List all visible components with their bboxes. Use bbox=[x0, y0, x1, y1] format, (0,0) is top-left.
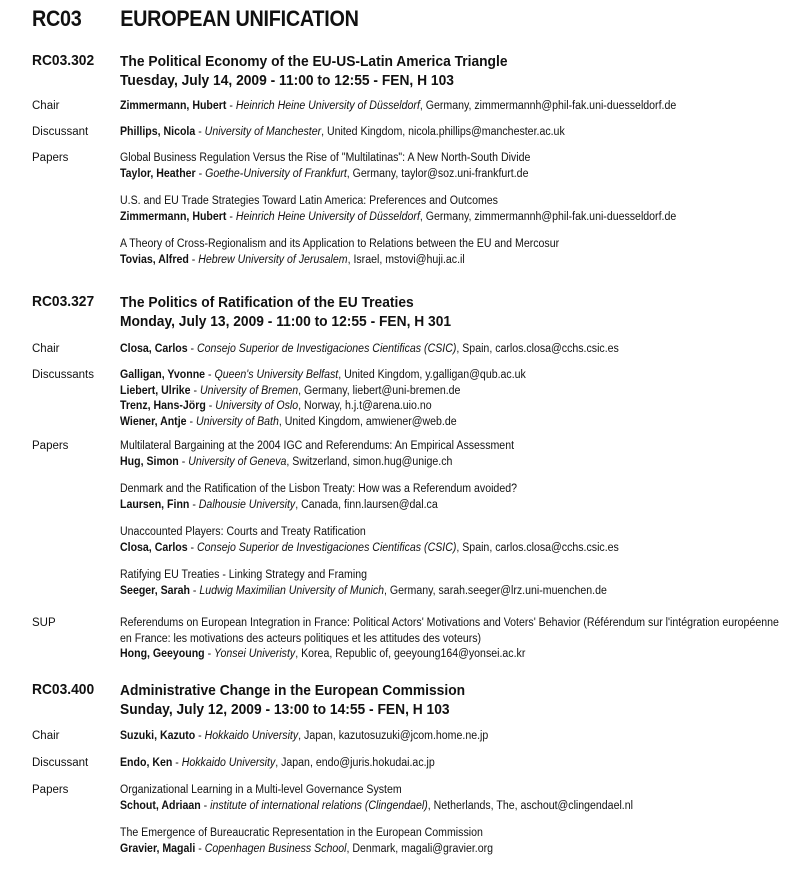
committee-code: RC03 bbox=[32, 6, 82, 31]
paper-title: Denmark and the Ratification of the Lisbon Treaty: How was a Referendum avoided? bbox=[120, 483, 517, 495]
paper-item: Organizational Learning in a Multi-level Governance System Schout, Adriaan - institute of international relations (Clingendael), Netherlands, The, aschout@clingendael.nl bbox=[120, 783, 792, 814]
session-time: Monday, July 13, 2009 - 11:00 to 12:55 - FEN, H 301 bbox=[120, 313, 452, 330]
committee-header bbox=[32, 6, 359, 32]
paper-title: A Theory of Cross-Regionalism and its Application to Relations between the EU and Mercosur bbox=[120, 238, 560, 250]
person-name: Galligan, Yvonne bbox=[120, 369, 206, 381]
paper-item: Multilateral Bargaining at the 2004 IGC and Referendums: An Empirical Assessment Hug, Simon - University of Geneva, Switzerland, simon.hug@unige.ch bbox=[120, 439, 792, 470]
affiliation-detail: , Germany, zimmermannh@phil-fak.uni-duesseldorf.de bbox=[419, 210, 677, 223]
institution: Heinrich Heine University of Düsseldorf bbox=[235, 210, 420, 223]
paper-title: Global Business Regulation Versus the Rise of "Multilatinas": A New North-South Divide bbox=[120, 152, 531, 164]
institution: Ludwig Maximilian University of Munich bbox=[199, 584, 385, 597]
institution: Consejo Superior de Investigaciones Cientificas (CSIC) bbox=[197, 343, 457, 355]
affiliation-detail: , Israel, mstovi@huji.ac.il bbox=[347, 253, 465, 266]
affiliation-detail: , Switzerland, simon.hug@unige.ch bbox=[286, 455, 453, 468]
person-name: Phillips, Nicola bbox=[120, 126, 196, 138]
person-name: Gravier, Magali bbox=[120, 842, 196, 855]
discussant-label: Discussants bbox=[32, 369, 94, 381]
institution: University of Manchester bbox=[204, 126, 322, 138]
institution: institute of international relations (Clingendael) bbox=[210, 799, 428, 812]
discussant-label: Discussant bbox=[32, 126, 89, 138]
papers-label: Papers bbox=[32, 784, 69, 796]
session-time: Tuesday, July 14, 2009 - 11:00 to 12:55 - FEN, H 103 bbox=[120, 72, 454, 89]
chair-entry: Suzuki, Kazuto - Hokkaido University, Japan, kazutosuzuki@jcom.home.ne.jp bbox=[120, 730, 489, 742]
affiliation-detail: , Germany, sarah.seeger@lrz.uni-muenchen.de bbox=[384, 584, 607, 597]
sup-label: SUP bbox=[32, 617, 56, 629]
person-name: Zimmermann, Hubert bbox=[120, 100, 227, 112]
institution: Hokkaido University bbox=[181, 757, 276, 769]
person-name: Tovias, Alfred bbox=[120, 253, 189, 266]
paper-item: U.S. and EU Trade Strategies Toward Latin America: Preferences and Outcomes Zimmermann, Hubert - Heinrich Heine University of Düsseldorf, Germany, zimmermannh@phil-fak.uni-duesseldorf.de bbox=[120, 194, 792, 225]
document-page: RC03 EUROPEAN UNIFICATION RC03.302 The Political Economy of the EU-US-Latin America Triangle Tuesday, July 14, 2009 - 11:00 to 12:55 - FEN, H 103 Chair Zimmermann, Hubert - Heinrich Heine University of Düsseldorf, Germany, zimmermannh@phil-fak.uni-duesseldorf.de Discussant Phillips, Nicola - University of Manchester, United Kingdom, nicola.phillips@manchester.ac.uk Papers Global Business Regulation Versus the Rise of "Multilatinas": A New North-South Divide Taylor, Heather - Goethe-University of Frankfurt, Germany, taylor@soz.uni-frankfurt.de U.S. and EU Trade Strategies Toward Latin America: Preferences and Outcomes Zimmermann, Hubert - Heinrich Heine University of Düsseldorf, Germany, zimmermannh@phil-fak.uni-duesseldorf.de A Theory of Cross-Regionalism and its Application to Relations between the EU and Mercosur Tovias, Alfred - Hebrew University of Jerusalem, Israel, mstovi@huji.ac.il RC03.327 The Politics of Ratification of the EU Treaties Monday, July 13, 2009 - 11:00 to 12:55 - FEN, H 301 Chair Closa, Carlos - Consejo Superior de Investigaciones Cientificas (CSIC), Spain, carlos.closa@cchs.csic.es Discussants Galligan, Yvonne - Queen's University Belfast, United Kingdom, y.galligan@qub.ac.uk Liebert, Ulrike - University of Bremen, Germany, liebert@uni-bremen.de Trenz, Hans-Jörg - University of Oslo, Norway, h.j.t@arena.uio.no Wiener, Antje - University of Bath, United Kingdom, amwiener@web.de Papers Multilateral Bargaining at the 2004 IGC and Referendums: An Empirical Assessment Hug, Simon - University of Geneva, Switzerland, simon.hug@unige.ch Denmark and the Ratification of the Lisbon Treaty: How was a Referendum avoided? Laursen, Finn - Dalhousie University, Canada, finn.laursen@dal.ca Unaccounted Players: Courts and Treaty Ratification Closa, Carlos - Consejo Superior de Investigaciones Cientificas (CSIC), Spain, carlos.closa@cchs.csic.es Ratifying EU Treaties - Linking Strategy and Framing Seeger, Sarah - Ludwig Maximilian University of Munich, Germany, sarah.seeger@lrz.uni-muenchen.de SUP Referendums on European Integration in France: Political Actors' Motivations and Voters' Behavior (Référendum sur l'intégration européenne en France: les motivations des acteurs politiques et les attitudes des voteurs) Hong, Geeyoung - Yonsei Univeristy, Korea, Republic of, geeyoung164@yonsei.ac.kr RC03.400 Administrative Change in the European Commission Sunday, July 12, 2009 - 13:00 to 14:55 - FEN, H 103 Chair Suzuki, Kazuto - Hokkaido University, Japan, kazutosuzuki@jcom.home.ne.jp Discussant Endo, Ken - Hokkaido University, Japan, endo@juris.hokudai.ac.jp Papers Organizational Learning in a Multi-level Governance System Schout, Adriaan - institute of international relations (Clingendael), Netherlands, The, aschout@clingendael.nl The Emergence of Bureaucratic Representation in the European Commission Gravier, Magali - Copenhagen Business School, Denmark, magali@gravier.org bbox=[0, 0, 798, 891]
person-name: Trenz, Hans-Jörg bbox=[120, 400, 206, 412]
papers-label: Papers bbox=[32, 152, 69, 164]
session-code: RC03.400 bbox=[32, 681, 95, 698]
person-name: Zimmermann, Hubert bbox=[120, 210, 227, 223]
institution: Goethe-University of Frankfurt bbox=[205, 167, 347, 180]
discussant-label: Discussant bbox=[32, 757, 89, 769]
person-name: Wiener, Antje bbox=[120, 415, 187, 428]
institution: University of Oslo bbox=[215, 400, 299, 412]
chair-label: Chair bbox=[32, 343, 60, 355]
person-name: Liebert, Ulrike bbox=[120, 384, 191, 397]
affiliation-detail: , Norway, h.j.t@arena.uio.no bbox=[298, 400, 432, 412]
paper-item: Unaccounted Players: Courts and Treaty Ratification Closa, Carlos - Consejo Superior de Investigaciones Cientificas (CSIC), Spain, carlos.closa@cchs.csic.es bbox=[120, 525, 792, 556]
person-name: Suzuki, Kazuto bbox=[120, 730, 196, 742]
session-code: RC03.302 bbox=[32, 52, 95, 69]
institution: Queen's University Belfast bbox=[214, 369, 339, 381]
affiliation-detail: , United Kingdom, amwiener@web.de bbox=[278, 415, 457, 428]
discussant-entry: Galligan, Yvonne - Queen's University Belfast, United Kingdom, y.galligan@qub.ac.uk bbox=[120, 369, 526, 381]
person-name: Taylor, Heather bbox=[120, 167, 196, 180]
session-title: The Politics of Ratification of the EU Treaties bbox=[120, 294, 414, 311]
affiliation-detail: , Japan, kazutosuzuki@jcom.home.ne.jp bbox=[298, 730, 489, 742]
institution: Hebrew University of Jerusalem bbox=[198, 253, 348, 266]
affiliation-detail: , Germany, liebert@uni-bremen.de bbox=[298, 384, 461, 397]
affiliation-detail: , Netherlands, The, aschout@clingendael.nl bbox=[427, 799, 633, 812]
paper-title: Unaccounted Players: Courts and Treaty Ratification bbox=[120, 526, 366, 538]
affiliation-detail: , United Kingdom, nicola.phillips@manchester.ac.uk bbox=[321, 126, 565, 138]
affiliation-detail: , Canada, finn.laursen@dal.ca bbox=[295, 498, 438, 511]
discussant-entry: Trenz, Hans-Jörg - University of Oslo, Norway, h.j.t@arena.uio.no bbox=[120, 400, 432, 412]
paper-title: The Emergence of Bureaucratic Representation in the European Commission bbox=[120, 827, 483, 839]
person-name: Laursen, Finn bbox=[120, 498, 190, 511]
affiliation-detail: , Japan, endo@juris.hokudai.ac.jp bbox=[275, 757, 435, 769]
institution: Consejo Superior de Investigaciones Cientificas (CSIC) bbox=[197, 541, 457, 554]
person-name: Closa, Carlos bbox=[120, 343, 188, 355]
paper-item: Ratifying EU Treaties - Linking Strategy and Framing Seeger, Sarah - Ludwig Maximilian University of Munich, Germany, sarah.seeger@lrz.uni-muenchen.de bbox=[120, 568, 792, 599]
affiliation-detail: , Germany, taylor@soz.uni-frankfurt.de bbox=[346, 167, 529, 180]
affiliation-detail: , Spain, carlos.closa@cchs.csic.es bbox=[456, 343, 619, 355]
discussant-entry: Wiener, Antje - University of Bath, United Kingdom, amwiener@web.de bbox=[120, 415, 457, 428]
session-heading bbox=[120, 52, 507, 90]
session-code: RC03.327 bbox=[32, 293, 95, 310]
institution: Dalhousie University bbox=[198, 498, 296, 511]
session-time: Sunday, July 12, 2009 - 13:00 to 14:55 - FEN, H 103 bbox=[120, 701, 450, 718]
institution: Copenhagen Business School bbox=[204, 842, 347, 855]
paper-title: Referendums on European Integration in France: Political Actors' Motivations and Voters' Behavior (Référendum sur l'intégration européenne en France: les motivations des acteurs politiques et les attitudes des voteurs) bbox=[120, 617, 779, 645]
paper-item: Global Business Regulation Versus the Rise of "Multilatinas": A New North-South Divide Taylor, Heather - Goethe-University of Frankfurt, Germany, taylor@soz.uni-frankfurt.de bbox=[120, 151, 792, 182]
papers-label: Papers bbox=[32, 440, 69, 452]
paper-item: The Emergence of Bureaucratic Representation in the European Commission Gravier, Magali - Copenhagen Business School, Denmark, magali@gravier.org bbox=[120, 826, 792, 857]
discussant-entry: Phillips, Nicola - University of Manchester, United Kingdom, nicola.phillips@manchester.ac.uk bbox=[120, 126, 565, 138]
person-name: Closa, Carlos bbox=[120, 541, 188, 554]
affiliation-detail: , Korea, Republic of, geeyoung164@yonsei.ac.kr bbox=[295, 648, 526, 660]
chair-entry: Zimmermann, Hubert - Heinrich Heine University of Düsseldorf, Germany, zimmermannh@phil-fak.uni-duesseldorf.de bbox=[120, 100, 677, 112]
institution: Heinrich Heine University of Düsseldorf bbox=[235, 100, 420, 112]
session-title: The Political Economy of the EU-US-Latin America Triangle bbox=[120, 53, 508, 70]
session-title: Administrative Change in the European Commission bbox=[120, 682, 466, 699]
session-heading bbox=[120, 681, 465, 719]
institution: University of Bremen bbox=[199, 384, 299, 397]
affiliation-detail: , Spain, carlos.closa@cchs.csic.es bbox=[456, 541, 619, 554]
institution: University of Bath bbox=[195, 415, 279, 428]
affiliation-detail: , United Kingdom, y.galligan@qub.ac.uk bbox=[338, 369, 526, 381]
discussant-entry: Liebert, Ulrike - University of Bremen, Germany, liebert@uni-bremen.de bbox=[120, 384, 461, 397]
chair-label: Chair bbox=[32, 730, 60, 742]
paper-item: A Theory of Cross-Regionalism and its Application to Relations between the EU and Mercosur Tovias, Alfred - Hebrew University of Jerusalem, Israel, mstovi@huji.ac.il bbox=[120, 237, 792, 268]
affiliation-detail: , Denmark, magali@gravier.org bbox=[346, 842, 494, 855]
institution: Yonsei Univeristy bbox=[214, 648, 296, 660]
committee-title: EUROPEAN UNIFICATION bbox=[120, 6, 359, 31]
affiliation-detail: , Germany, zimmermannh@phil-fak.uni-duesseldorf.de bbox=[419, 100, 677, 112]
chair-entry: Closa, Carlos - Consejo Superior de Investigaciones Cientificas (CSIC), Spain, carlos.closa@cchs.csic.es bbox=[120, 343, 619, 355]
paper-title: Multilateral Bargaining at the 2004 IGC and Referendums: An Empirical Assessment bbox=[120, 440, 515, 452]
paper-item: Denmark and the Ratification of the Lisbon Treaty: How was a Referendum avoided? Laursen, Finn - Dalhousie University, Canada, finn.laursen@dal.ca bbox=[120, 482, 792, 513]
discussant-entry: Endo, Ken - Hokkaido University, Japan, endo@juris.hokudai.ac.jp bbox=[120, 757, 435, 769]
institution: Hokkaido University bbox=[204, 730, 299, 742]
paper-title: U.S. and EU Trade Strategies Toward Latin America: Preferences and Outcomes bbox=[120, 195, 498, 207]
person-name: Schout, Adriaan bbox=[120, 799, 201, 812]
person-name: Endo, Ken bbox=[120, 757, 173, 769]
paper-title: Ratifying EU Treaties - Linking Strategy and Framing bbox=[120, 569, 367, 581]
session-heading bbox=[120, 293, 451, 331]
institution: University of Geneva bbox=[188, 455, 287, 468]
paper-title: Organizational Learning in a Multi-level Governance System bbox=[120, 784, 402, 796]
chair-label: Chair bbox=[32, 100, 60, 112]
person-name: Seeger, Sarah bbox=[120, 584, 190, 597]
person-name: Hong, Geeyoung bbox=[120, 648, 205, 660]
person-name: Hug, Simon bbox=[120, 455, 179, 468]
